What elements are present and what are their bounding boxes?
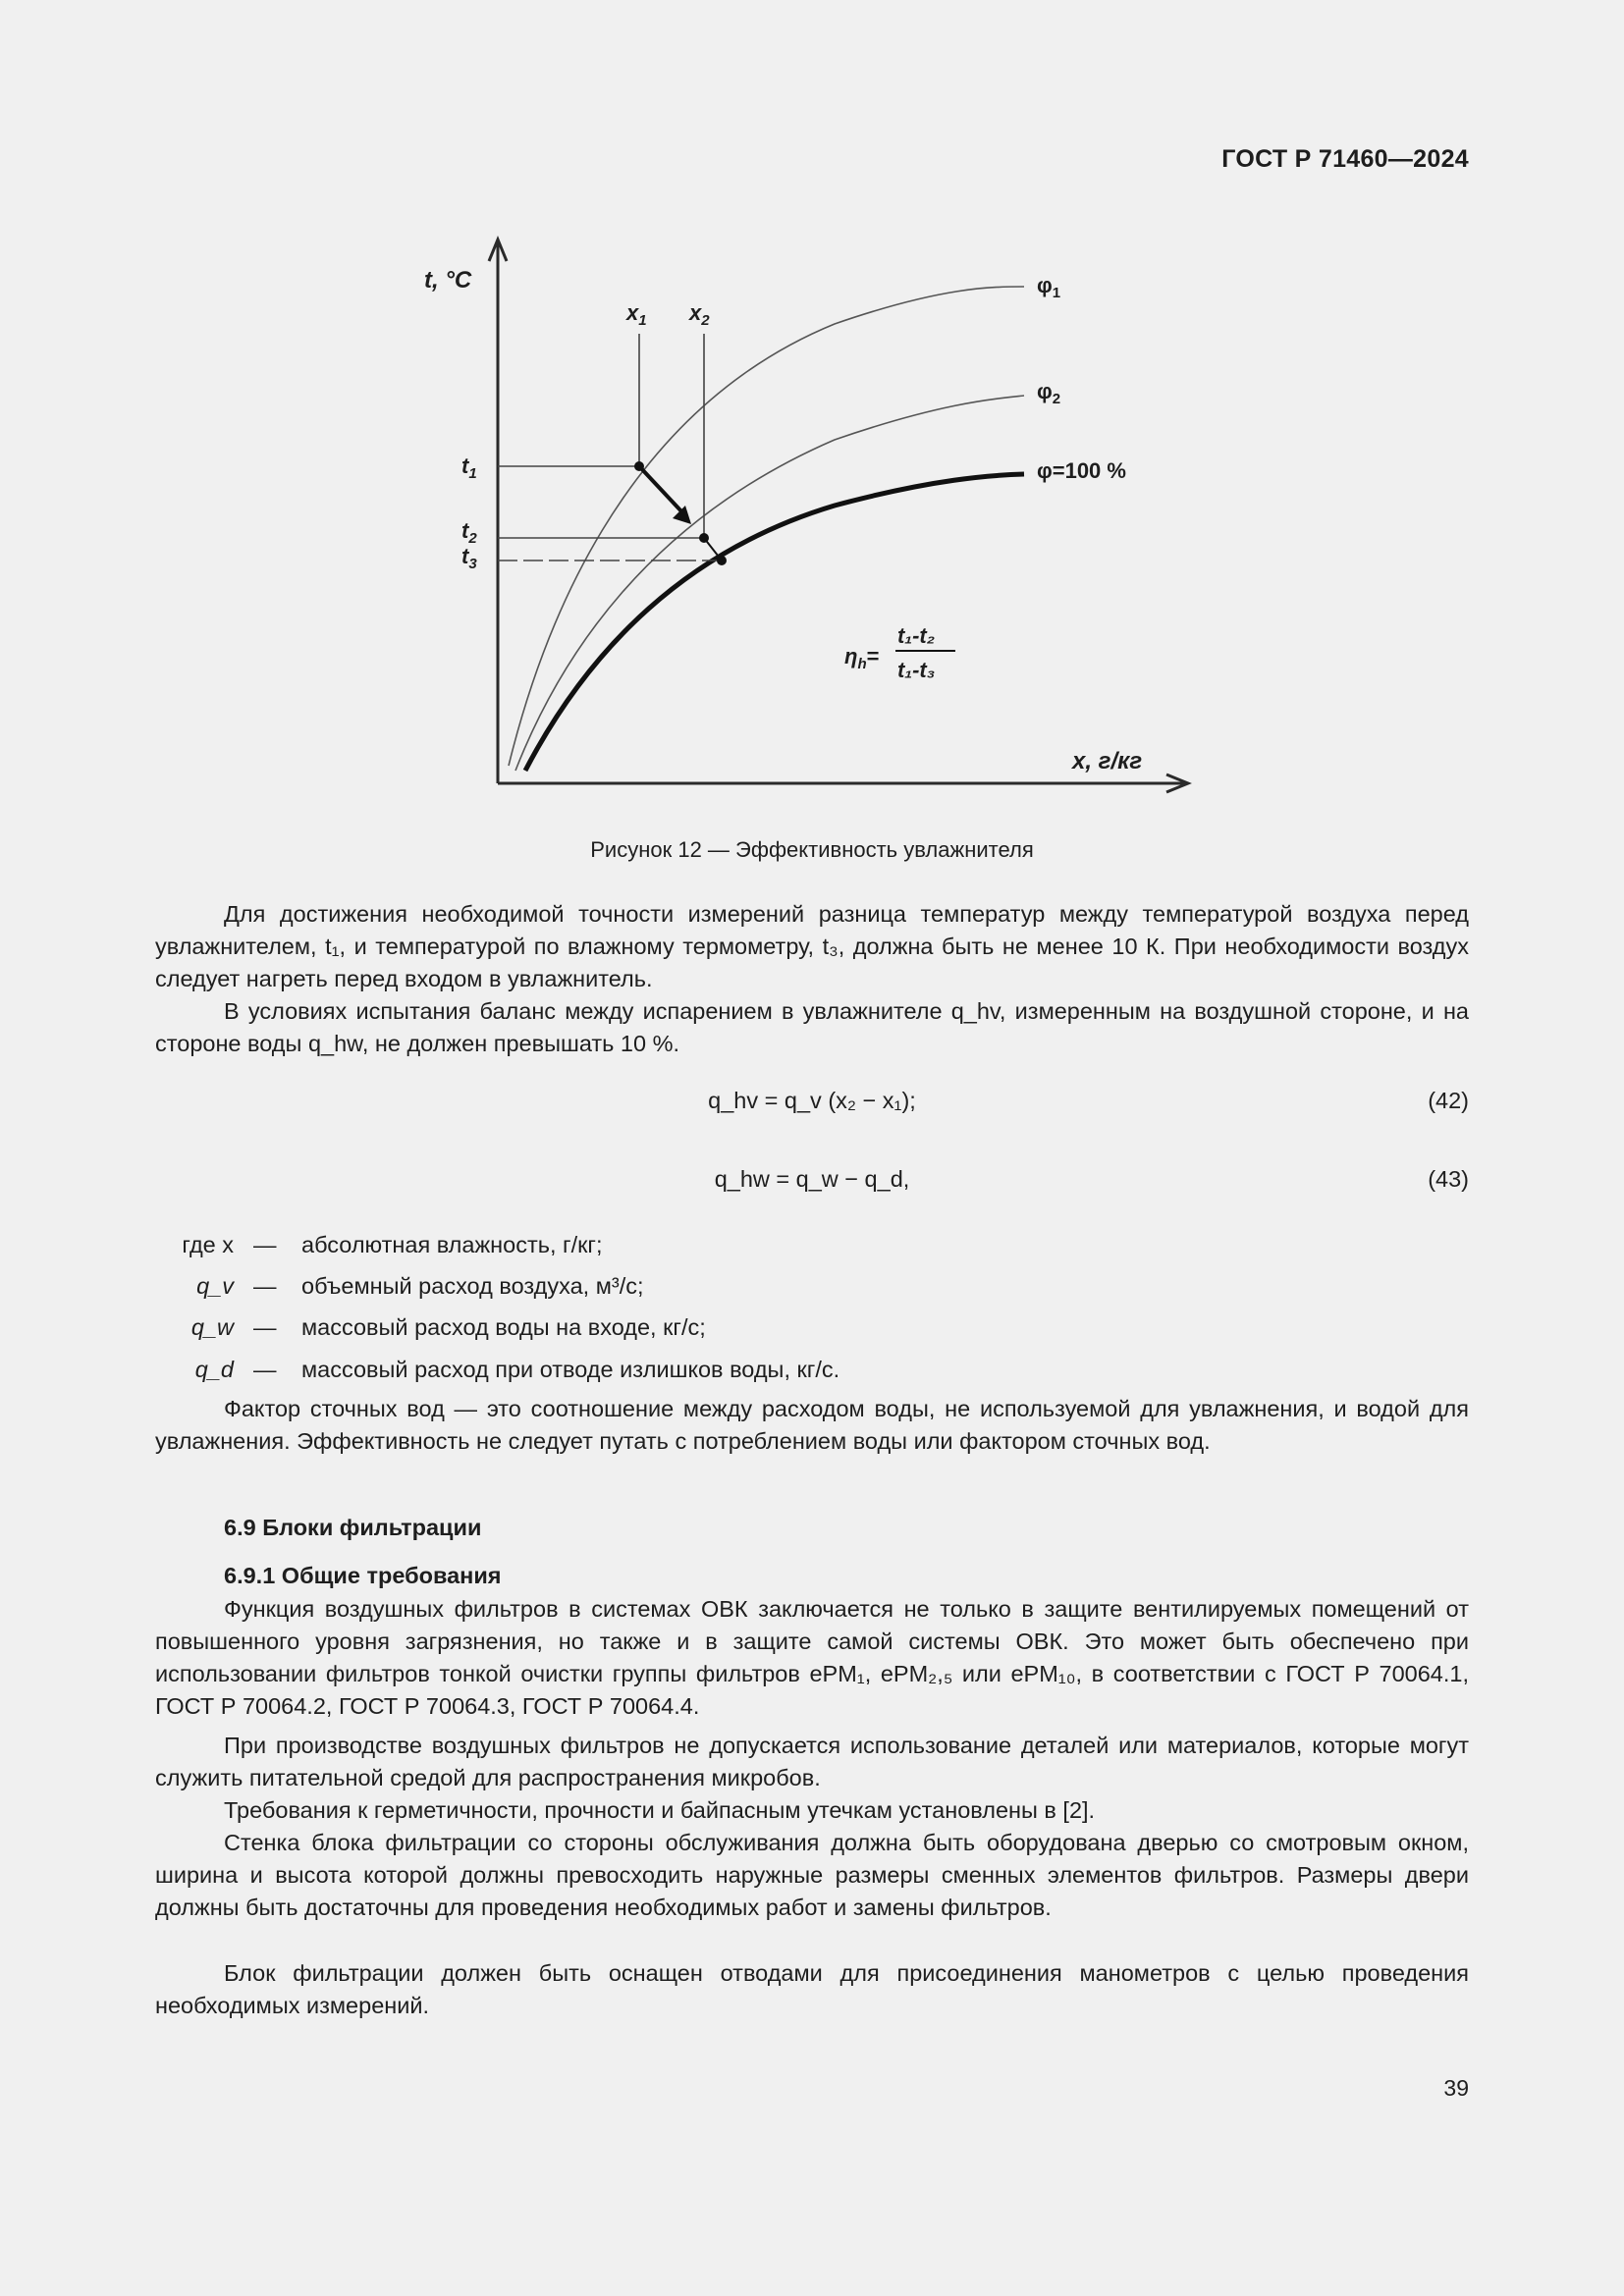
eta-label: $\eta_h=$ [844,644,880,672]
paragraph-1: Для достижения необходимой точности измерений разница температур между температурой воздуха перед увлажнителем, t₁, и температурой по влажному термометру, t₃, должна быть не менее 10 К. При необходимости воздух следует нагреть перед входом в увлажнитель. [155,901,1469,991]
curve-phi100 [525,474,1024,771]
paragraph-4: Функция воздушных фильтров в системах ОВК заключается не только в защите вентилируемых помещений от повышенного уровня загрязнения, но также и в защите самой системы ОВК. Это может быть обеспечено при использовании фильтров тонкой очистки группы фильтров ePM₁, ePM₂,₅ или ePM₁₀, в соответствии с ГОСТ Р 70064.1, ГОСТ Р 70064.2, ГОСТ Р 70064.3, ГОСТ Р 70064.4. [155,1596,1469,1719]
t3-label: $t_3$ [461,544,477,572]
y-axis-label: t, °C [424,267,472,294]
t2-label: $t_2$ [461,518,477,547]
curve-phi1 [509,287,1024,766]
paragraph-5: При производстве воздушных фильтров не допускается использование деталей или материалов, которые могут служить питательной средой для распространения микробов. [155,1733,1469,1790]
equation-42: q_hv = q_v (x₂ − x₁); [708,1088,916,1113]
curve-phi2 [515,396,1024,771]
page-number: 39 [1443,2075,1469,2101]
paragraph-8: Блок фильтрации должен быть оснащен отводами для присоединения манометров с целью проведения необходимых измерений. [155,1960,1469,2018]
paragraph-6: Требования к герметичности, прочности и байпасным утечкам установлены в [2]. [224,1797,1096,1823]
x2-label: $x_2$ [689,300,710,329]
point-3 [717,556,727,565]
paragraph-2: В условиях испытания баланс между испарением в увлажнителе q_hv, измеренным на воздушной стороне, и на стороне воды q_hw, не должен превышать 10 %. [155,998,1469,1056]
phi1-label: $\varphi_1$ [1037,273,1061,301]
section-heading-6-9: 6.9 Блоки фильтрации [224,1515,482,1540]
where-qw-def: массовый расход воды на входе, кг/с; [301,1314,706,1340]
paragraph-7: Стенка блока фильтрации со стороны обслуживания должна быть оборудована дверью со смотровым окном, ширина и высота которой должны превосходить наружные размеры сменных элементов фильтров. Размеры двери должны быть достаточны для проведения необходимых работ и замены фильтров. [155,1830,1469,1920]
equation-42-number: (42) [1428,1088,1469,1113]
t1-label: $t_1$ [461,454,477,482]
where-qd-def: массовый расход при отводе излишков воды, кг/с. [301,1357,840,1382]
where-dash: — [253,1273,277,1299]
where-dash: — [253,1314,277,1340]
equation-43: q_hw = q_w − q_d, [714,1166,910,1192]
where-lead: где x [182,1232,234,1257]
phi2-label: $\varphi_2$ [1037,379,1061,407]
symbol-qv: q_v [196,1273,234,1299]
eta-numerator: t₁-t₂ [897,623,936,648]
x1-label: $x_1$ [626,300,647,329]
document-header: ГОСТ Р 71460—2024 [1221,145,1469,173]
eta-denominator: t₁-t₃ [897,658,936,682]
where-dash: — [253,1232,277,1257]
x-axis-label: x, г/кг [1072,748,1143,774]
phi100-label: φ=100 % [1037,458,1126,483]
equation-43-number: (43) [1428,1166,1469,1192]
symbol-qw: q_w [190,1314,234,1340]
point-1 [634,461,644,471]
symbol-qd: q_d [194,1357,234,1382]
where-dash: — [253,1357,277,1382]
point-2 [699,533,709,543]
figure-caption: Рисунок 12 — Эффективность увлажнителя [590,837,1034,862]
paragraph-3: Фактор сточных вод — это соотношение между расходом воды, не используемой для увлажнения, и водой для увлажнения. Эффективность не следует путать с потреблением воды или фактором сточных вод. [155,1396,1469,1454]
where-qv-def: объемный расход воздуха, м³/с; [301,1273,644,1299]
humidifier-efficiency-figure [393,226,1218,815]
where-x-def: абсолютная влажность, г/кг; [301,1232,603,1257]
process-arrowhead [673,506,691,524]
process-line [639,466,682,512]
psychrometric-chart [393,226,1218,815]
section-heading-6-9-1: 6.9.1 Общие требования [224,1563,502,1588]
